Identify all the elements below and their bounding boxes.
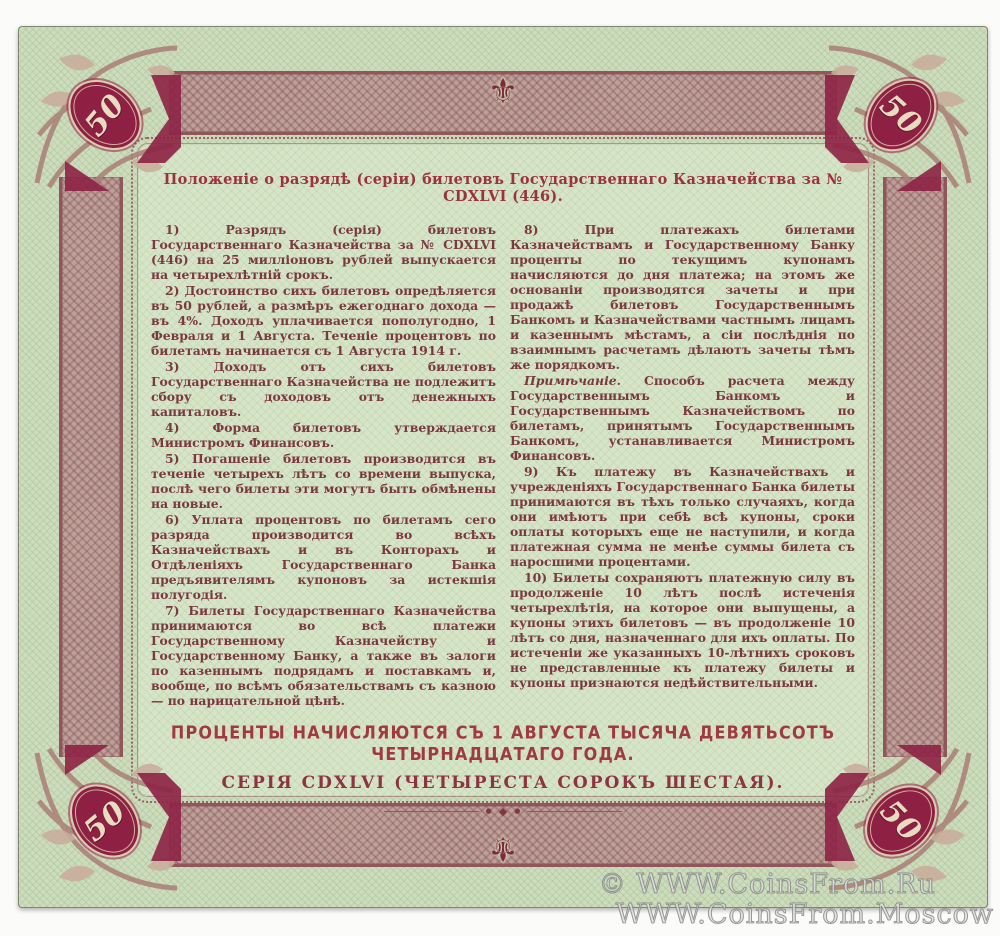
divider-diamond-icon: ◆ — [498, 805, 508, 818]
denomination-value: 50 — [873, 793, 929, 849]
denomination-value: 50 — [76, 793, 134, 849]
divider-line — [384, 811, 479, 812]
paragraph-10: 10) Билеты сохраняютъ платежную силу въ продолженіе 10 лѣтъ послѣ истеченія четырехлѣтія, на которое они выпущены, а купоны этихъ билетовъ — въ продолженіе 10 лѣтъ со дня, назначеннаго для ихъ оплаты. По истеченіи же указанныхъ 10-лѣтнихъ сроковъ не представленные къ платежу билеты и купоны признаются недѣйствительными. — [510, 570, 855, 690]
ornamental-divider — [151, 806, 855, 817]
paragraph-1: 1) Разрядъ (серія) билетовъ Государственнаго Казначейства за № CDXLVI (446) на 25 милліоновъ рублей выпускается на четырехлѣтній срокъ. — [151, 222, 496, 282]
paragraph-7: 7) Билеты Государственнаго Казначейства принимаются во всѣ платежи Государственному Казначейству и Государственному Банку, а также въ залоги по казеннымъ подрядамъ и поставкамъ и, вообще, по всѣмъ обязательствамъ съ казною — по нарицательной цѣнѣ. — [151, 603, 496, 708]
series-line: СЕРІЯ CDXLVI (ЧЕТЫРЕСТА СОРОКЪ ШЕСТАЯ). — [221, 773, 785, 793]
paragraph-3: 3) Доходъ отъ сихъ билетовъ Государственнаго Казначейства не подлежитъ сбору съ доходовъ отъ денежныхъ капиталовъ. — [151, 359, 496, 419]
border-band-left — [59, 177, 123, 757]
paragraph-2: 2) Достоинство сихъ билетовъ опредѣляется въ 50 рублей, а размѣръ ежегоднаго дохода — въ 4%. Доходъ уплачивается пополугодно, 1 Февраля и 1 Августа. Теченіе процентовъ по билетамъ начинается съ 1 Августа 1914 г. — [151, 283, 496, 358]
paragraph-8: 8) При платежахъ билетами Казначействамъ и Государственному Банку проценты по текущимъ купонамъ начисляются до дня платежа; на этомъ же основаніи производятся зачеты и при продажѣ билетовъ Государственнымъ Банкомъ и Казначействами частнымъ лицамъ и казеннымъ мѣстамъ, а сіи послѣднія по взаимнымъ расчетамъ дѣлаютъ зачеты тѣмъ же порядкомъ. — [510, 222, 855, 372]
fleuron-icon: ⚜ — [487, 828, 519, 868]
border-band-right — [883, 177, 947, 757]
watermark-line-2: WWW.CoinsFrom.Moscow — [615, 899, 994, 930]
divider-dot-icon: ● — [514, 807, 521, 815]
paragraph-6: 6) Уплата процентовъ по билетамъ сего разряда производится во всѣхъ Казначействахъ и въ Конторахъ и Отдѣленіяхъ Государственнаго Банка предъявителямъ купоновъ за истекшія полугодія. — [151, 512, 496, 602]
divider-dot-icon: ● — [485, 807, 492, 815]
paragraph-4: 4) Форма билетовъ утверждается Министромъ Финансовъ. — [151, 420, 496, 450]
statute-title: Положеніе о разрядѣ (серіи) билетовъ Государственнаго Казначейства за № CDXLVI (446). — [163, 171, 843, 205]
note-label: Примѣчаніе. — [524, 373, 621, 388]
paragraph-9: 9) Къ платежу въ Казначействахъ и учрежденіяхъ Государственнаго Банка билеты принимаются въ тѣхъ только случаяхъ, когда они имѣютъ при себѣ всѣ купоны, сроки оплаты которыхъ еще не наступили, и когда платежная сумма не менѣе суммы билета съ наросшими процентами. — [510, 464, 855, 569]
banknote-reverse — [18, 26, 988, 908]
denomination-value: 50 — [77, 86, 133, 144]
fleuron-icon: ⚜ — [487, 72, 519, 112]
denomination-value: 50 — [873, 87, 929, 143]
paragraph-5: 5) Погашеніе билетовъ производится въ теченіе четырехъ лѣтъ со времени выпуска, послѣ чего билеты эти могутъ быть обмѣнены на новые. — [151, 451, 496, 511]
two-column-text — [151, 222, 855, 708]
watermark-line-1: © WWW.CoinsFrom.Ru — [598, 869, 936, 900]
interest-start-line: ПРОЦЕНТЫ НАЧИСЛЯЮТСЯ СЪ 1 АВГУСТА ТЫСЯЧА ДЕВЯТЬСОТЪ ЧЕТЫРНАДЦАТАГО ГОДА. — [170, 721, 836, 765]
right-column — [510, 222, 855, 708]
note-text: Способъ расчета между Государственнымъ Банкомъ и Государственнымъ Казначействомъ по билетамъ, принятымъ Государственнымъ Банкомъ, устанавливается Министромъ Финансовъ. — [510, 373, 855, 463]
paragraph-note — [510, 373, 855, 463]
statute-text-block — [151, 149, 855, 818]
divider-line — [527, 811, 622, 812]
left-column — [151, 222, 496, 708]
